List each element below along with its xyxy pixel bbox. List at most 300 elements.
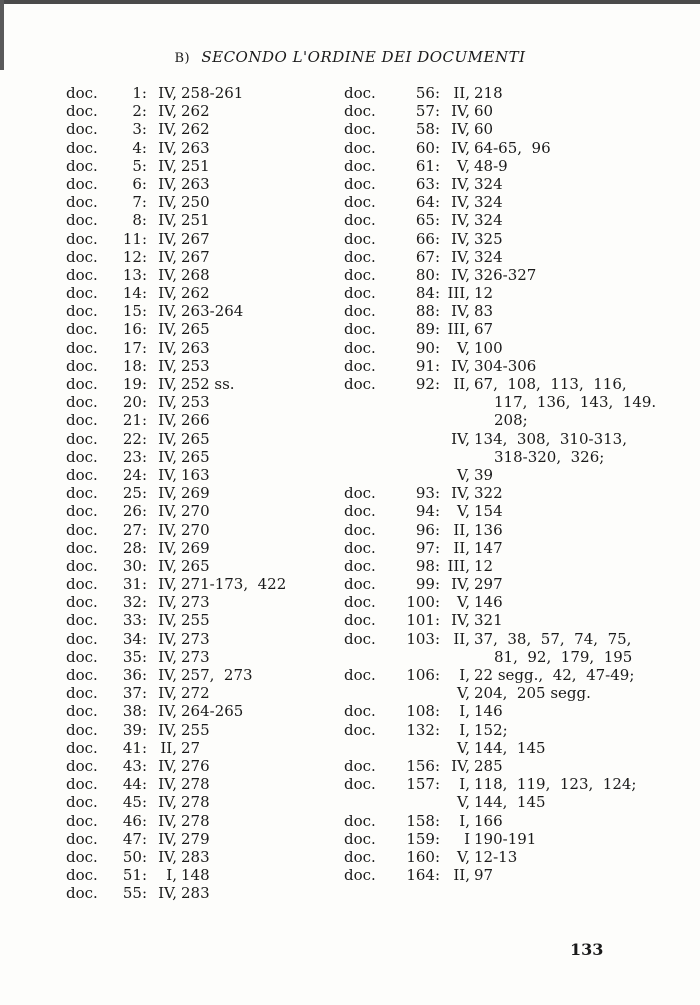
doc-number: 39: <box>122 720 147 739</box>
index-entry <box>66 502 286 520</box>
doc-number: 90: <box>415 338 440 357</box>
index-entry <box>66 320 286 338</box>
volume: IV, <box>158 829 177 848</box>
pages: 267 <box>181 247 210 266</box>
volume: II, <box>453 538 470 557</box>
doc-number: 80: <box>415 265 440 284</box>
doc-label: doc. <box>66 84 98 102</box>
doc-number: 6: <box>132 174 147 193</box>
volume: I, <box>459 702 470 721</box>
doc-label: doc. <box>66 447 98 466</box>
volume: IV, <box>158 102 177 121</box>
doc-label: doc. <box>344 338 376 357</box>
pages: 218 <box>474 84 503 102</box>
doc-label: doc. <box>66 211 98 230</box>
pages: 118, 119, 123, 124; <box>474 775 637 794</box>
doc-label: doc. <box>66 611 98 630</box>
doc-number: 1: <box>132 84 147 102</box>
index-entry <box>66 430 286 448</box>
index-entry <box>66 284 286 302</box>
index-entry <box>66 521 286 539</box>
index-entry <box>66 139 286 157</box>
pages: 263 <box>181 338 210 357</box>
index-entry <box>66 648 286 666</box>
pages: 283 <box>181 847 210 866</box>
index-entry <box>344 648 656 666</box>
volume: IV, <box>158 447 177 466</box>
index-entry <box>66 357 286 375</box>
doc-number: 27: <box>122 520 147 539</box>
volume: V, <box>457 684 470 703</box>
pages: 265 <box>181 320 210 339</box>
doc-number: 33: <box>122 611 147 630</box>
volume: IV, <box>158 502 177 521</box>
index-entry <box>344 739 656 757</box>
doc-label: doc. <box>66 284 98 303</box>
pages: 60 <box>474 120 494 139</box>
index-entry <box>66 539 286 557</box>
volume: I, <box>459 811 470 830</box>
doc-label: doc. <box>66 356 98 375</box>
doc-number: 34: <box>122 629 147 648</box>
doc-label: doc. <box>66 302 98 321</box>
volume: IV, <box>158 666 177 684</box>
doc-label: doc. <box>66 393 98 412</box>
doc-number: 35: <box>122 647 147 666</box>
right-column <box>344 84 656 884</box>
doc-label: doc. <box>66 811 98 830</box>
volume: III, <box>447 284 470 303</box>
doc-number: 67: <box>415 247 440 266</box>
doc-number: 93: <box>415 484 440 503</box>
pages: 83 <box>474 302 494 321</box>
volume: IV, <box>158 811 177 830</box>
doc-label: doc. <box>344 593 376 612</box>
pages: 144, 145 <box>474 738 546 757</box>
doc-number: 51: <box>122 866 147 885</box>
pages: 266 <box>181 411 210 430</box>
index-entry <box>344 812 656 830</box>
pages: 136 <box>474 520 503 539</box>
doc-label: doc. <box>344 720 376 739</box>
volume: IV, <box>158 593 177 612</box>
doc-label: doc. <box>344 320 376 339</box>
doc-label: doc. <box>66 338 98 357</box>
volume: IV, <box>158 484 177 503</box>
index-entry <box>344 102 656 120</box>
pages: 262 <box>181 284 210 303</box>
pages: 263-264 <box>181 302 244 321</box>
doc-number: 61: <box>415 156 440 175</box>
pages: 273 <box>181 629 210 648</box>
pages: 318-320, 326; <box>494 447 605 466</box>
volume: IV, <box>158 538 177 557</box>
pages: 324 <box>474 174 503 193</box>
pages: 253 <box>181 356 210 375</box>
pages: 204, 205 segg. <box>474 684 591 703</box>
pages: 253 <box>181 393 210 412</box>
pages: 324 <box>474 211 503 230</box>
volume: II, <box>453 629 470 648</box>
pages: 146 <box>474 593 503 612</box>
doc-label: doc. <box>344 356 376 375</box>
doc-number: 4: <box>132 138 147 157</box>
volume: IV, <box>158 84 177 102</box>
index-entry <box>66 411 286 429</box>
index-entry <box>66 175 286 193</box>
doc-label: doc. <box>66 465 98 484</box>
pages: 265 <box>181 429 210 448</box>
volume: I, <box>166 866 177 885</box>
doc-label: doc. <box>66 247 98 266</box>
doc-label: doc. <box>344 866 376 885</box>
index-entry <box>344 611 656 629</box>
volume: IV, <box>158 429 177 448</box>
index-entry <box>344 430 656 448</box>
volume: V, <box>457 502 470 521</box>
doc-label: doc. <box>66 575 98 594</box>
pages: 60 <box>474 102 494 121</box>
doc-label: doc. <box>66 102 98 121</box>
doc-number: 23: <box>122 447 147 466</box>
index-entry <box>344 593 656 611</box>
doc-number: 158: <box>406 811 440 830</box>
pages: 190-191 <box>474 829 537 848</box>
volume: II, <box>453 375 470 393</box>
doc-number: 24: <box>122 465 147 484</box>
volume: IV, <box>158 320 177 339</box>
pages: 278 <box>181 775 210 794</box>
volume: IV, <box>451 611 470 630</box>
index-entry <box>344 684 656 702</box>
doc-label: doc. <box>344 611 376 630</box>
index-entry <box>344 848 656 866</box>
volume: I, <box>459 720 470 739</box>
index-entry <box>66 120 286 138</box>
doc-number: 38: <box>122 702 147 721</box>
volume: IV, <box>451 575 470 594</box>
volume: IV, <box>158 211 177 230</box>
pages: 267 <box>181 229 210 248</box>
index-entry <box>344 557 656 575</box>
doc-number: 101: <box>406 611 440 630</box>
volume: II, <box>160 738 177 757</box>
pages: 257, 273 <box>181 666 253 684</box>
pages: 250 <box>181 193 210 212</box>
volume: V, <box>457 593 470 612</box>
doc-label: doc. <box>344 138 376 157</box>
doc-number: 157: <box>406 775 440 794</box>
pages: 251 <box>181 156 210 175</box>
doc-number: 3: <box>132 120 147 139</box>
doc-label: doc. <box>344 847 376 866</box>
index-entry <box>344 484 656 502</box>
index-entry <box>66 830 286 848</box>
doc-label: doc. <box>66 829 98 848</box>
doc-label: doc. <box>344 174 376 193</box>
doc-number: 103: <box>406 629 440 648</box>
doc-label: doc. <box>66 193 98 212</box>
index-entry <box>344 357 656 375</box>
doc-number: 55: <box>122 884 147 903</box>
pages: 271-173, 422 <box>181 575 287 594</box>
index-entry <box>66 611 286 629</box>
doc-number: 18: <box>122 356 147 375</box>
doc-number: 91: <box>415 356 440 375</box>
pages: 273 <box>181 593 210 612</box>
volume: II, <box>453 84 470 102</box>
index-entry <box>344 211 656 229</box>
doc-number: 84: <box>415 284 440 303</box>
volume: IV, <box>158 647 177 666</box>
pages: 251 <box>181 211 210 230</box>
doc-label: doc. <box>344 247 376 266</box>
doc-label: doc. <box>66 538 98 557</box>
doc-label: doc. <box>344 502 376 521</box>
volume: IV, <box>451 102 470 121</box>
index-entry <box>66 848 286 866</box>
doc-number: 17: <box>122 338 147 357</box>
volume: IV, <box>158 702 177 721</box>
index-entry <box>344 721 656 739</box>
index-entry <box>66 775 286 793</box>
doc-number: 20: <box>122 393 147 412</box>
volume: IV, <box>158 174 177 193</box>
pages: 264-265 <box>181 702 244 721</box>
volume: I, <box>459 666 470 684</box>
pages: 64-65, 96 <box>474 138 551 157</box>
doc-number: 14: <box>122 284 147 303</box>
index-entry <box>344 502 656 520</box>
volume: V, <box>457 738 470 757</box>
volume: V, <box>457 847 470 866</box>
pages: 324 <box>474 193 503 212</box>
volume: IV, <box>451 211 470 230</box>
doc-label: doc. <box>344 102 376 121</box>
doc-number: 37: <box>122 684 147 703</box>
doc-label: doc. <box>344 538 376 557</box>
volume: IV, <box>158 356 177 375</box>
volume: V, <box>457 465 470 484</box>
doc-number: 58: <box>415 120 440 139</box>
doc-number: 160: <box>406 847 440 866</box>
index-entry <box>66 266 286 284</box>
volume: IV, <box>451 302 470 321</box>
left-column <box>66 84 286 902</box>
volume: IV, <box>158 393 177 412</box>
doc-label: doc. <box>66 775 98 794</box>
pages: 283 <box>181 884 210 903</box>
index-entry <box>344 175 656 193</box>
doc-number: 57: <box>415 102 440 121</box>
pages: 269 <box>181 538 210 557</box>
doc-label: doc. <box>344 265 376 284</box>
volume: IV, <box>158 156 177 175</box>
doc-number: 21: <box>122 411 147 430</box>
doc-label: doc. <box>66 847 98 866</box>
doc-number: 8: <box>132 211 147 230</box>
index-entry <box>66 812 286 830</box>
volume: IV, <box>158 229 177 248</box>
pages: 22 segg., 42, 47-49; <box>474 666 635 684</box>
doc-label: doc. <box>66 684 98 703</box>
volume: IV, <box>158 793 177 812</box>
volume: IV, <box>451 229 470 248</box>
volume: IV, <box>158 847 177 866</box>
index-entry <box>344 266 656 284</box>
volume: IV, <box>158 575 177 594</box>
index-entry <box>344 521 656 539</box>
volume: IV, <box>158 193 177 212</box>
index-entry <box>66 739 286 757</box>
index-entry <box>66 757 286 775</box>
doc-number: 92: <box>415 375 440 393</box>
doc-label: doc. <box>66 411 98 430</box>
index-entry <box>344 84 656 102</box>
index-entry <box>344 702 656 720</box>
index-entry <box>66 702 286 720</box>
doc-label: doc. <box>66 629 98 648</box>
doc-number: 66: <box>415 229 440 248</box>
volume: I <box>464 829 470 848</box>
pages: 262 <box>181 102 210 121</box>
doc-label: doc. <box>66 484 98 503</box>
doc-number: 164: <box>406 866 440 885</box>
doc-number: 31: <box>122 575 147 594</box>
doc-label: doc. <box>344 556 376 575</box>
pages: 12 <box>474 284 494 303</box>
doc-label: doc. <box>344 756 376 775</box>
volume: IV, <box>158 684 177 703</box>
index-entry <box>344 575 656 593</box>
volume: IV, <box>451 193 470 212</box>
doc-label: doc. <box>344 193 376 212</box>
doc-number: 7: <box>132 193 147 212</box>
doc-number: 96: <box>415 520 440 539</box>
doc-label: doc. <box>66 738 98 757</box>
volume: IV, <box>158 629 177 648</box>
doc-number: 22: <box>122 429 147 448</box>
doc-number: 45: <box>122 793 147 812</box>
index-entry <box>66 375 286 393</box>
page-number: 133 <box>570 940 604 959</box>
doc-number: 30: <box>122 556 147 575</box>
volume: V, <box>457 793 470 812</box>
index-entry <box>66 593 286 611</box>
volume: II, <box>453 866 470 885</box>
doc-label: doc. <box>66 375 98 393</box>
doc-label: doc. <box>344 775 376 794</box>
pages: 285 <box>474 756 503 775</box>
doc-number: 100: <box>406 593 440 612</box>
volume: IV, <box>158 465 177 484</box>
volume: III, <box>447 556 470 575</box>
index-entry <box>344 866 656 884</box>
volume: IV, <box>158 138 177 157</box>
doc-label: doc. <box>66 229 98 248</box>
doc-label: doc. <box>66 120 98 139</box>
doc-number: 94: <box>415 502 440 521</box>
section-title: SECONDO L'ORDINE DEI DOCUMENTI <box>201 48 526 66</box>
doc-label: doc. <box>344 575 376 594</box>
volume: V, <box>457 156 470 175</box>
doc-label: doc. <box>66 429 98 448</box>
index-entry <box>66 484 286 502</box>
volume: IV, <box>451 484 470 503</box>
volume: IV, <box>451 247 470 266</box>
doc-number: 97: <box>415 538 440 557</box>
doc-label: doc. <box>344 375 376 393</box>
doc-label: doc. <box>344 829 376 848</box>
index-entry <box>344 375 656 393</box>
pages: 278 <box>181 793 210 812</box>
index-entry <box>66 557 286 575</box>
pages: 255 <box>181 720 210 739</box>
doc-label: doc. <box>66 593 98 612</box>
volume: IV, <box>158 375 177 393</box>
volume: IV, <box>451 138 470 157</box>
pages: 134, 308, 310-313, <box>474 429 627 448</box>
index-entry <box>344 120 656 138</box>
doc-number: 43: <box>122 756 147 775</box>
pages: 27 <box>181 738 201 757</box>
volume: IV, <box>451 429 470 448</box>
doc-number: 63: <box>415 174 440 193</box>
doc-number: 15: <box>122 302 147 321</box>
doc-number: 41: <box>122 738 147 757</box>
volume: IV, <box>158 284 177 303</box>
doc-label: doc. <box>66 720 98 739</box>
pages: 12-13 <box>474 847 518 866</box>
pages: 263 <box>181 174 210 193</box>
doc-number: 56: <box>415 84 440 102</box>
pages: 146 <box>474 702 503 721</box>
index-entry <box>66 630 286 648</box>
index-entry <box>66 211 286 229</box>
index-entry <box>344 139 656 157</box>
index-entry <box>66 721 286 739</box>
section-label: B) <box>174 51 191 66</box>
pages: 321 <box>474 611 503 630</box>
index-entry <box>66 866 286 884</box>
volume: IV, <box>451 265 470 284</box>
volume: IV, <box>451 356 470 375</box>
pages: 258-261 <box>181 84 244 102</box>
volume: IV, <box>451 756 470 775</box>
pages: 81, 92, 179, 195 <box>494 647 633 666</box>
index-entry <box>344 539 656 557</box>
index-entry <box>344 230 656 248</box>
pages: 37, 38, 57, 74, 75, <box>474 629 632 648</box>
doc-label: doc. <box>66 520 98 539</box>
pages: 12 <box>474 556 494 575</box>
pages: 272 <box>181 684 210 703</box>
index-entry <box>66 302 286 320</box>
index-entry <box>66 393 286 411</box>
doc-number: 46: <box>122 811 147 830</box>
index-entry <box>344 320 656 338</box>
pages: 262 <box>181 120 210 139</box>
volume: IV, <box>158 265 177 284</box>
index-entry <box>66 102 286 120</box>
section-header <box>0 48 700 66</box>
volume: IV, <box>451 174 470 193</box>
pages: 100 <box>474 338 503 357</box>
doc-label: doc. <box>344 302 376 321</box>
pages: 166 <box>474 811 503 830</box>
index-entry <box>344 393 656 411</box>
doc-label: doc. <box>66 502 98 521</box>
